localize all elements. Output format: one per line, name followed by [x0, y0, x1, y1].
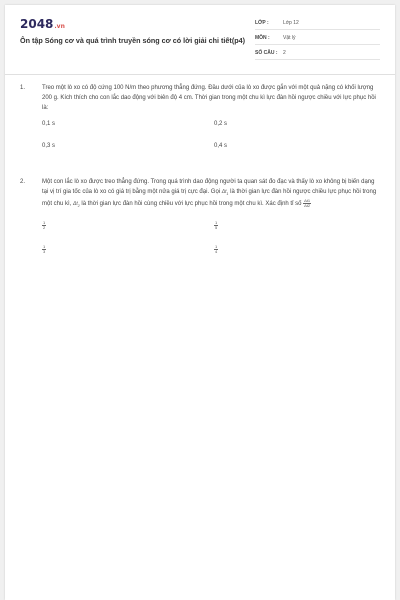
delta-t1-symbol: [222, 189, 229, 195]
meta-subject-value: Vật lý: [283, 35, 296, 41]
question-text-part2: là thời gian lực đàn hồi ngược chiều lực phục hồi trong một chu kì,: [42, 189, 377, 208]
question-text-part1: Một con lắc lò xo được treo thẳng đứng. Trong quá trình dao động người ta quan sát đo đạc và thấy lò xo không bị biến dạng tại vị trí gia tốc của lò xo có giá trị bằng một nửa giá trị cực đại. Gọi: [42, 179, 375, 195]
option-a-fraction: [42, 221, 46, 230]
option-c-denominator: 3: [43, 249, 46, 255]
document-title: Ôn tập Sóng cơ và quá trình truyền sóng cơ có lời giải chi tiết(p4): [20, 36, 245, 45]
meta-count-value: 2: [283, 50, 286, 56]
meta-subject-label: MÔN :: [255, 35, 270, 41]
delta-t2-symbol: [73, 201, 80, 207]
header-divider: [5, 74, 395, 75]
option-b[interactable]: [214, 221, 386, 231]
delta-t2-base: Δt: [73, 201, 78, 208]
ratio-numerator: Δt1: [304, 198, 311, 203]
answer-options: [42, 119, 380, 151]
meta-count-label: SỐ CÂU :: [255, 50, 278, 56]
question-number: 2.: [20, 179, 26, 185]
meta-info: [255, 17, 380, 62]
option-d-denominator: 4: [215, 249, 218, 255]
logo-sub-text: .vn: [54, 23, 65, 30]
option-a[interactable]: 0,1 s: [42, 121, 56, 127]
option-d-numerator: 1: [215, 244, 218, 250]
option-b-fraction: [214, 221, 218, 230]
answer-options: [42, 221, 380, 255]
meta-class-value: Lớp 12: [283, 20, 299, 26]
question-text: [42, 177, 380, 211]
option-d-fraction: [214, 245, 218, 254]
option-c-numerator: 1: [43, 244, 46, 250]
worksheet-page: [5, 5, 395, 600]
delta-t1-sub: 1: [226, 192, 229, 196]
meta-class-label: LỚP :: [255, 20, 269, 26]
question-2: [20, 177, 380, 255]
question-number: 1.: [20, 85, 26, 91]
site-logo[interactable]: [20, 17, 65, 31]
ratio-denominator: Δt2: [304, 203, 311, 208]
delta-t2-sub: 2: [77, 204, 80, 209]
option-a-denominator: 2: [43, 225, 46, 231]
option-c[interactable]: 0,3 s: [42, 143, 56, 149]
option-d[interactable]: [214, 245, 386, 255]
option-c[interactable]: [42, 245, 214, 255]
meta-count-row: [255, 47, 380, 60]
option-b-numerator: 1: [215, 220, 218, 226]
question-text-part3: là thời gian lực đàn hồi cùng chiều với lực phục hồi trong một chu kì. Xác định tỉ số: [81, 201, 302, 208]
meta-class-row: [255, 17, 380, 30]
page-header: [5, 5, 395, 67]
option-d[interactable]: 0,4 s: [214, 143, 228, 149]
option-b-denominator: 5: [215, 225, 218, 231]
option-b[interactable]: 0,2 s: [214, 121, 228, 127]
logo-main-text: 2048: [20, 17, 54, 31]
option-a-numerator: 1: [43, 220, 46, 226]
meta-subject-row: [255, 32, 380, 45]
option-a[interactable]: [42, 221, 214, 231]
question-1: [20, 83, 380, 151]
question-text: Treo một lò xo có độ cứng 100 N/m theo phương thẳng đứng. Đầu dưới của lò xo được gắn với một quả nặng có khối lượng 200 g. Kích thích cho con lắc dao động với biên độ 4 cm. Thời gian trong một chu kì lực đàn hồi ngược chiều với lực phục hồi là:: [42, 85, 376, 111]
delta-t1-base: Δt: [221, 189, 227, 195]
ratio-fraction: [303, 199, 311, 208]
option-c-fraction: [42, 245, 46, 254]
